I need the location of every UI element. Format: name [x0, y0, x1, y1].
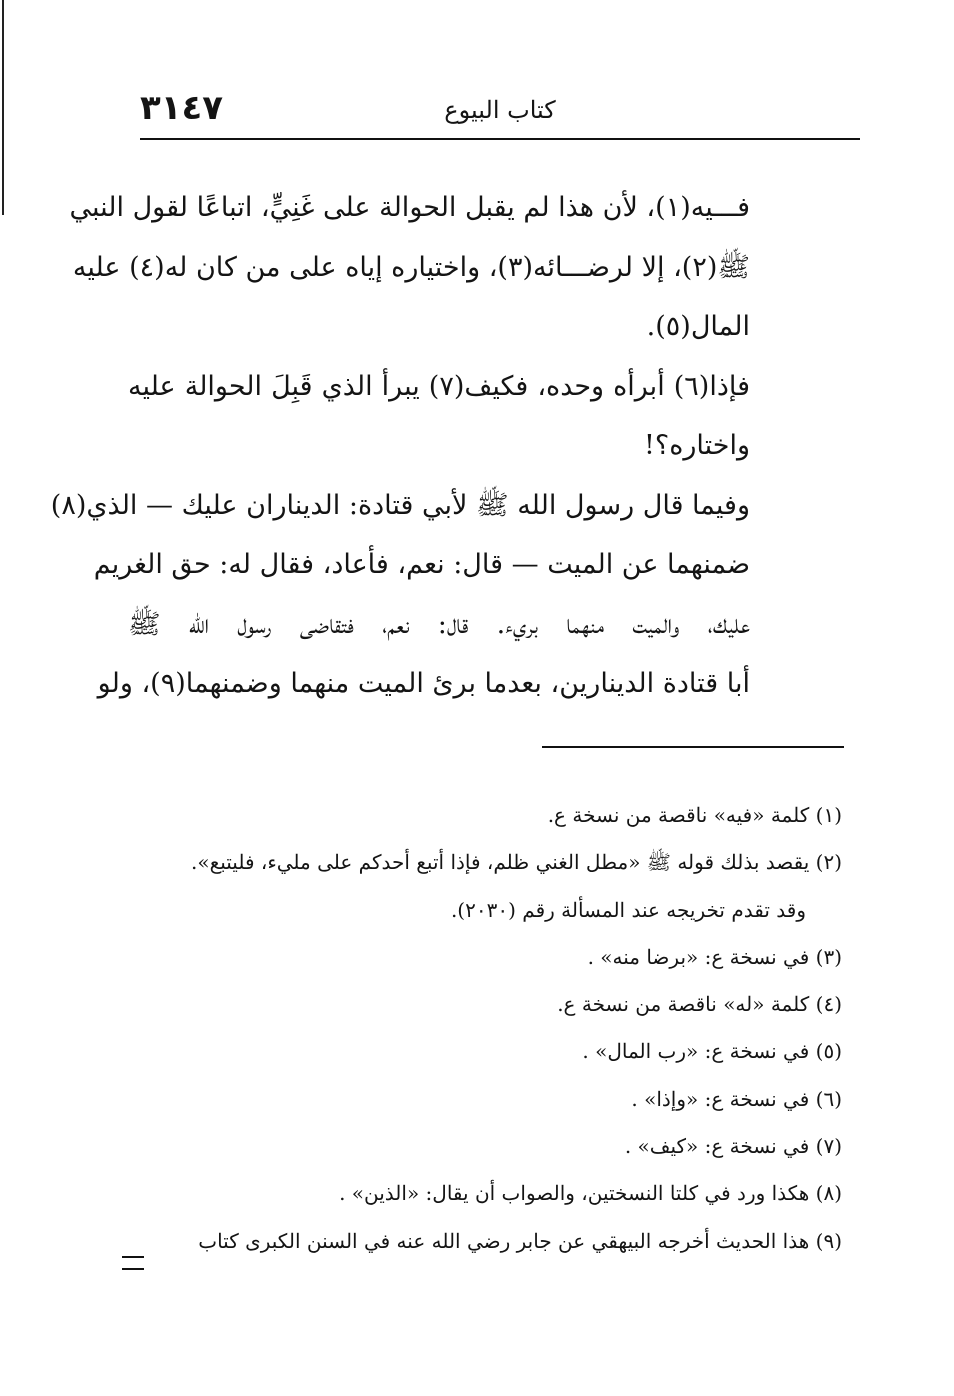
- page-edge-rule: [2, 0, 4, 215]
- body-line: فـــيه(١)، لأن هذا لم يقبل الحوالة على غَنِيٍّ، اتباعًا لقول النبي: [69, 192, 750, 223]
- footnote: (٥) في نسخة ع: «رب المال» .: [582, 1039, 842, 1064]
- footnote: (٣) في نسخة ع: «برضا منه» .: [587, 944, 842, 969]
- body-line: ﷺ(٢)، إلا لرضـــائه(٣)، واختياره إياه على من كان له(٤) عليه: [72, 251, 750, 283]
- body-line: ضمنهما عن الميت — قال: نعم، فأعاد، فقال له: حق الغريم: [93, 549, 750, 580]
- page-header: [140, 82, 860, 142]
- footnote-continuation: وقد تقدم تخريجه عند المسألة رقم (٢٠٣٠).: [450, 897, 806, 922]
- body-line: أبا قتادة الدينارين، بعدما برئ الميت منهما وضمنهما(٩)، ولو: [97, 668, 750, 699]
- page-number: ٣١٤٧: [140, 88, 224, 128]
- body-line: المال(٥).: [646, 311, 750, 342]
- body-line: فإذا(٦) أبرأه وحده، فكيف(٧) يبرأ الذي قَبِلَ الحوالة عليه: [128, 370, 750, 402]
- footnote: (١) كلمة «فيه» ناقصة من نسخة ع.: [547, 803, 842, 827]
- header-rule: [140, 138, 860, 140]
- footnote-separator: [542, 746, 844, 748]
- footnote: (٦) في نسخة ع: «وإذا» .: [631, 1086, 842, 1111]
- body-line: واختاره؟!: [644, 430, 750, 461]
- running-title: كتاب البيوع: [444, 96, 556, 124]
- body-line: عليك، والميت منهما بريء. قال: نعم، فتقاضى رسول الله ﷺ: [128, 608, 750, 640]
- footnote: (٤) كلمة «له» ناقصة من نسخة ع.: [557, 992, 842, 1017]
- body-line: وفيما قال رسول الله ﷺ لأبي قتادة: الديناران عليك — الذي(٨): [50, 489, 750, 521]
- footnote: (٧) في نسخة ع: «كيف» .: [624, 1134, 842, 1159]
- continuation-symbol: [122, 1256, 144, 1270]
- footnote: (٩) هذا الحديث أخرجه البيهقي عن جابر رضي الله عنه في السنن الكبرى كتاب: [198, 1228, 842, 1253]
- footnotes: [120, 792, 842, 1265]
- main-text: [50, 178, 750, 714]
- footnote: (٢) يقصد بذلك قوله ﷺ «مطل الغني ظلم، فإذا أتبع أحدكم على مليء، فليتبع».: [190, 850, 842, 875]
- footnote: (٨) هكذا ورد في كلتا النسختين، والصواب أن يقال: «الذين» .: [339, 1181, 842, 1206]
